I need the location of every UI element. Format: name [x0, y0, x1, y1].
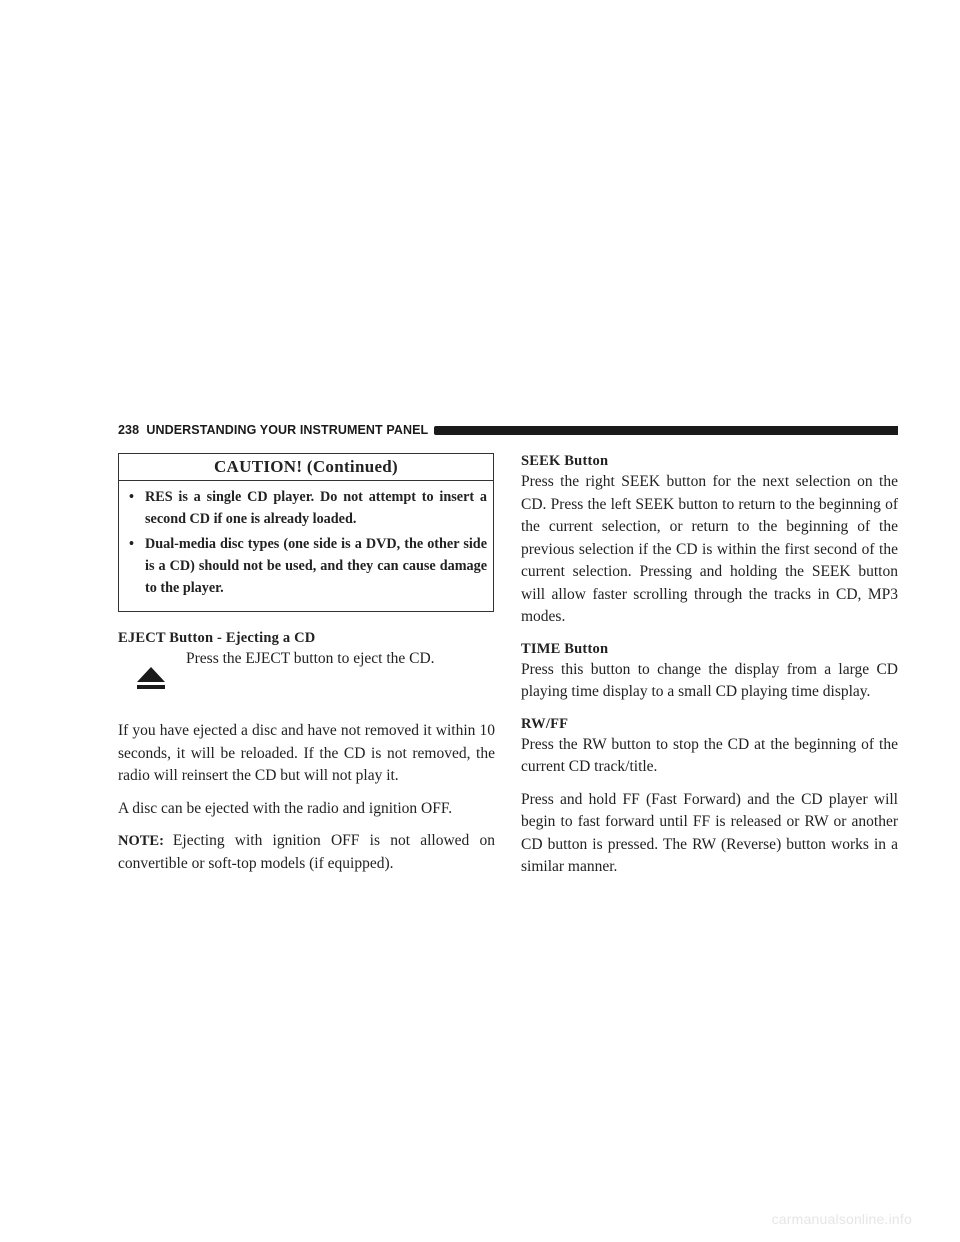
rwff-paragraph-rw: Press the RW button to stop the CD at the beginning of the current CD track/title.	[521, 735, 898, 775]
rwff-paragraph-ff: Press and hold FF (Fast Forward) and the CD player will begin to fast forward until FF is released or RW or another CD button is pressed. The RW (Reverse) button works in a similar manner.	[521, 790, 898, 875]
eject-instruction-row	[118, 648, 495, 708]
page-header	[118, 421, 898, 439]
eject-icon	[136, 666, 166, 690]
right-column	[521, 451, 898, 879]
eject-note	[118, 830, 495, 875]
time-paragraph: Press this button to change the display from a large CD playing time display to a small CD playing time display.	[521, 660, 898, 700]
watermark: carmanualsonline.info	[771, 1211, 912, 1227]
caution-item-text: Dual-media disc types (one side is a DVD, the other side is a CD) should not be used, and they can cause damage to the player.	[145, 536, 487, 596]
caution-item	[119, 486, 487, 530]
eject-paragraph-reload: If you have ejected a disc and have not removed it within 10 seconds, it will be reloaded. If the CD is not removed, the radio will reinsert the CD but will not play it.	[118, 722, 495, 784]
rwff-heading: RW/FF	[521, 715, 569, 732]
page-header-text	[118, 423, 428, 437]
left-column	[118, 453, 495, 875]
note-text: Ejecting with ignition OFF is not allowed on convertible or soft-top models (if equipped).	[118, 832, 495, 872]
caution-title: CAUTION! (Continued)	[119, 454, 493, 481]
bullet-icon: •	[129, 489, 134, 505]
bullet-icon: •	[129, 536, 134, 552]
seek-paragraph: Press the right SEEK button for the next selection on the CD. Press the left SEEK button to return to the beginning of the current selection, or return to the beginning of the previous selection if the CD is within the first second of the current selection. Pressing and holding the SEEK button will allow faster scrolling through the tracks in CD, MP3 modes.	[521, 473, 898, 625]
page-number: 238	[118, 423, 140, 437]
caution-box	[118, 453, 494, 612]
caution-list	[119, 481, 493, 611]
seek-heading: SEEK Button	[521, 453, 609, 469]
eject-instruction: Press the EJECT button to eject the CD.	[186, 650, 435, 667]
caution-item	[119, 533, 487, 599]
section-title: UNDERSTANDING YOUR INSTRUMENT PANEL	[146, 423, 429, 437]
eject-paragraph-ignition: A disc can be ejected with the radio and ignition OFF.	[118, 799, 453, 817]
eject-heading: EJECT Button - Ejecting a CD	[118, 630, 316, 646]
note-label: NOTE:	[118, 833, 164, 849]
header-rule	[434, 426, 898, 435]
time-heading: TIME Button	[521, 640, 609, 657]
caution-item-text: RES is a single CD player. Do not attempt to insert a second CD if one is already loaded.	[145, 489, 487, 527]
